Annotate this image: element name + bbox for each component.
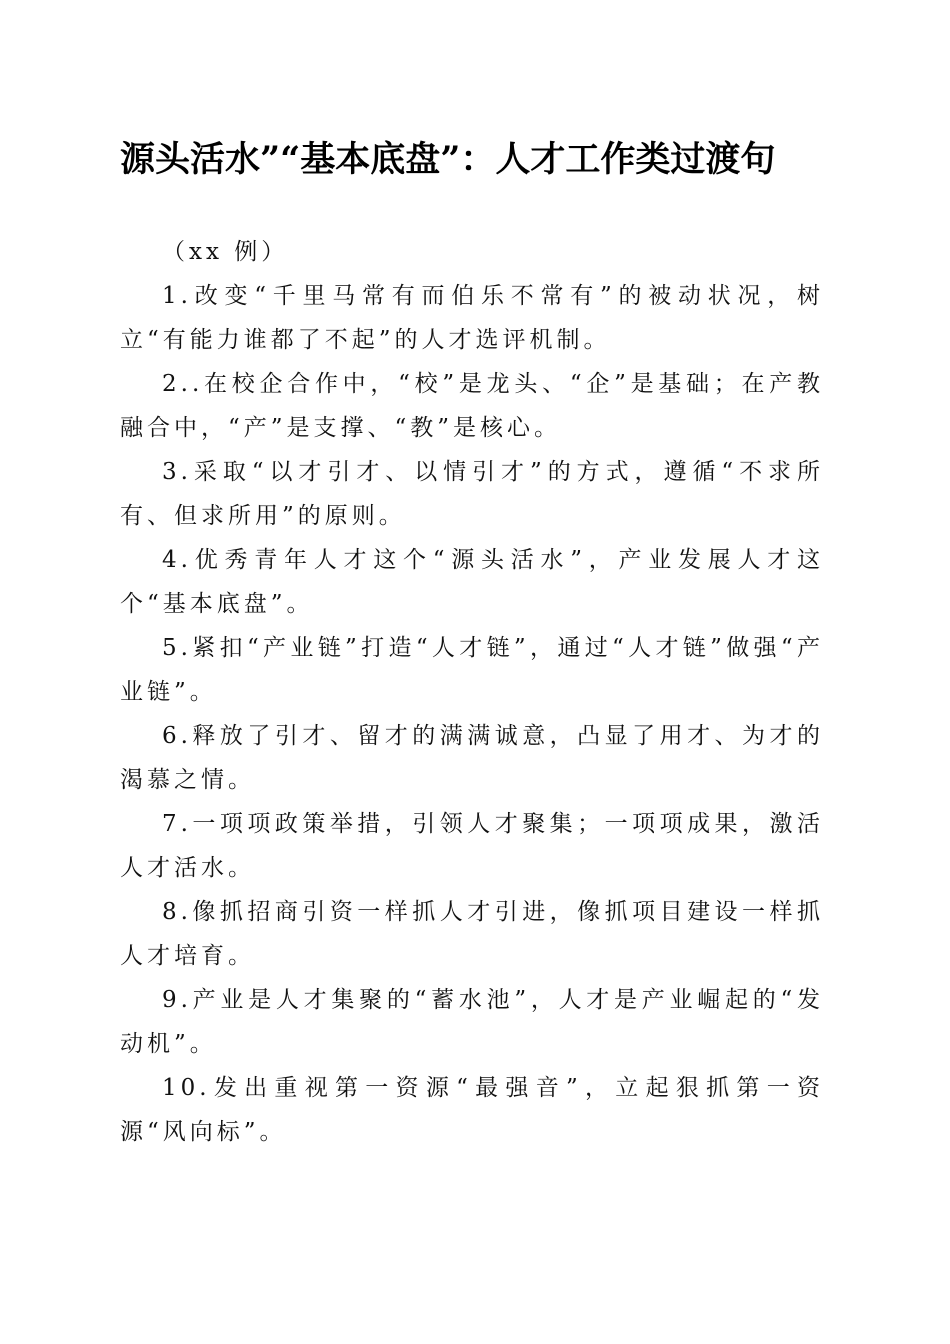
list-item: 4.优秀青年人才这个“源头活水”，产业发展人才这个“基本底盘”。	[120, 547, 824, 617]
list-item: 1.改变“千里马常有而伯乐不常有”的被动状况，树立“有能力谁都了不起”的人才选评机制。	[120, 283, 824, 353]
example-count-note: （xx 例）	[162, 239, 289, 265]
list-item: 6.释放了引才、留才的满满诚意，凸显了用才、为才的渴慕之情。	[120, 723, 824, 793]
list-item: 7.一项项政策举措，引领人才聚集；一项项成果，激活人才活水。	[120, 811, 824, 881]
list-item: 5.紧扣“产业链”打造“人才链”，通过“人才链”做强“产业链”。	[120, 635, 824, 705]
list-item: 9.产业是人才集聚的“蓄水池”，人才是产业崛起的“发动机”。	[120, 987, 824, 1057]
document-body	[120, 230, 824, 1154]
list-item: 3.采取“以才引才、以情引才”的方式，遵循“不求所有、但求所用”的原则。	[120, 459, 824, 529]
list-item: 2..在校企合作中，“校”是龙头、“企”是基础；在产教融合中，“产”是支撑、“教”是核心。	[120, 371, 824, 441]
list-item: 8.像抓招商引资一样抓人才引进，像抓项目建设一样抓人才培育。	[120, 899, 824, 969]
document-title: 源头活水”“基本底盘”：人才工作类过渡句	[120, 139, 776, 180]
list-item: 10.发出重视第一资源“最强音”，立起狠抓第一资源“风向标”。	[120, 1075, 824, 1145]
